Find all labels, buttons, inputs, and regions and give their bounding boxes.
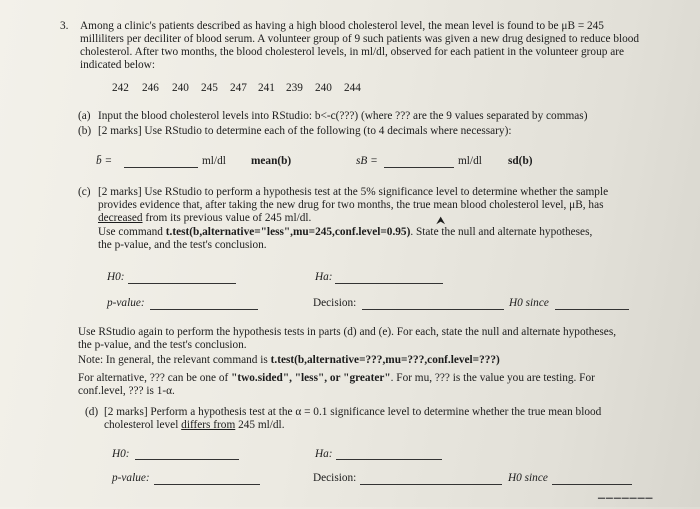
alternative-text: For alternative, ??? can be one of [78,372,232,384]
part-c-line-3 [98,212,311,225]
intro-line-1: Among a clinic's patients described as having a high blood cholesterol level, the mean level is found to be μB = 245 [80,20,604,32]
use-command-text: Use command [98,226,166,238]
value-9: 244 [344,82,361,94]
sd-symbol: sB = [356,155,378,167]
d-since-answer-line[interactable] [552,484,632,485]
cutoff-text-fragment: ▔▔▔▔▔▔▔ [598,498,654,508]
value-6: 241 [258,82,275,94]
alternative-line-2: conf.level, ??? is 1-α. [78,385,175,397]
question-number: 3. [60,20,69,32]
part-d-line-2 [104,419,285,432]
d-decision-label: Decision: [313,472,357,484]
sd-answer-line[interactable] [384,167,454,168]
part-b-text: [2 marks] Use RStudio to determine each of the following (to 4 decimals where necessary): [98,125,512,137]
intro-line-3: cholesterol. After two months, the blood cholesterol levels, in ml/dl, observed for each patient in the volunteer group are [80,46,624,58]
part-d-line-2-start: cholesterol level [104,419,182,431]
part-c-line-5: the p-value, and the test's conclusion. [98,239,267,251]
mean-unit: ml/dl [202,155,226,167]
mean-answer-line[interactable] [124,167,198,168]
c-pvalue-label: p-value: [107,297,145,309]
c-since-answer-line[interactable] [555,309,629,310]
d-h0-label: H0: [112,448,130,460]
intro-line-4: indicated below: [80,59,155,71]
value-1: 242 [112,82,129,94]
d-h0-since-label: H0 since [508,472,548,484]
decreased-word: decreased [98,212,143,224]
value-5: 247 [230,82,247,94]
value-8: 240 [315,82,332,94]
mean-function: mean(b) [251,155,292,167]
c-h0-since-label: H0 since [509,297,549,309]
note-line [78,354,500,367]
c-ha-answer-line[interactable] [335,283,443,284]
sd-function: sd(b) [508,155,533,167]
part-c-label: (c) [78,186,91,198]
d-decision-answer-line[interactable] [360,484,502,485]
general-line-1: Use RStudio again to perform the hypothesis tests in parts (d) and (e). For each, state the null and alternate hypotheses, [78,326,617,338]
part-c-line-4-rest: . State the null and alternate hypotheses, [410,226,593,238]
part-b-label: (b) [78,125,92,137]
part-a-label: (a) [78,110,91,122]
d-ha-answer-line[interactable] [336,459,442,460]
d-h0-answer-line[interactable] [135,459,239,460]
c-ha-label: Ha: [315,271,333,283]
value-2: 246 [142,82,159,94]
part-c-line-4 [98,226,592,239]
mouse-cursor-icon: ⮝ [436,215,446,227]
note-text: Note: In general, the relevant command is [78,354,271,366]
part-d-line-2-rest: 245 ml/dl. [235,419,285,431]
part-c-line-2: provides evidence that, after taking the new drug for two months, the true mean blood cholesterol level, μB, has [98,199,604,211]
general-line-2: the p-value, and the test's conclusion. [78,339,247,351]
part-c-line-3-rest: from its previous value of 245 ml/dl. [142,212,312,224]
intro-line-2: milliliters per deciliter of blood serum. A volunteer group of 9 such patients was given a new drug designed to reduce blood [80,33,640,45]
part-d-label: (d) [85,406,99,418]
part-d-line-1: [2 marks] Perform a hypothesis test at the α = 0.1 significance level to determine whether the true mean blood [104,406,602,418]
value-3: 240 [172,82,189,94]
alternative-line-1 [78,372,595,385]
c-h0-answer-line[interactable] [128,283,236,284]
value-4: 245 [201,82,218,94]
alternative-text-rest: . For mu, ??? is the value you are testing. For [390,372,595,384]
c-pvalue-answer-line[interactable] [150,309,258,310]
differs-from-word: differs from [181,419,236,431]
part-c-line-1: [2 marks] Use RStudio to perform a hypothesis test at the 5% significance level to determine whether the sample [98,186,609,198]
mean-symbol: b̄ = [96,155,113,167]
d-pvalue-label: p-value: [112,472,150,484]
sd-unit: ml/dl [458,155,482,167]
d-pvalue-answer-line[interactable] [154,484,260,485]
part-a-text: Input the blood cholesterol levels into RStudio: b<-c(???) (where ??? are the 9 values separated by commas) [98,110,588,122]
alternative-options: "two.sided", "less", or "greater" [231,372,391,384]
c-decision-answer-line[interactable] [362,309,504,310]
d-ha-label: Ha: [315,448,333,460]
ttest-command-c: t.test(b,alternative="less",mu=245,conf.level=0.95) [165,226,411,238]
general-command: t.test(b,alternative=???,mu=???,conf.level=???) [270,354,500,366]
c-h0-label: H0: [107,271,125,283]
c-decision-label: Decision: [313,297,357,309]
value-7: 239 [286,82,303,94]
